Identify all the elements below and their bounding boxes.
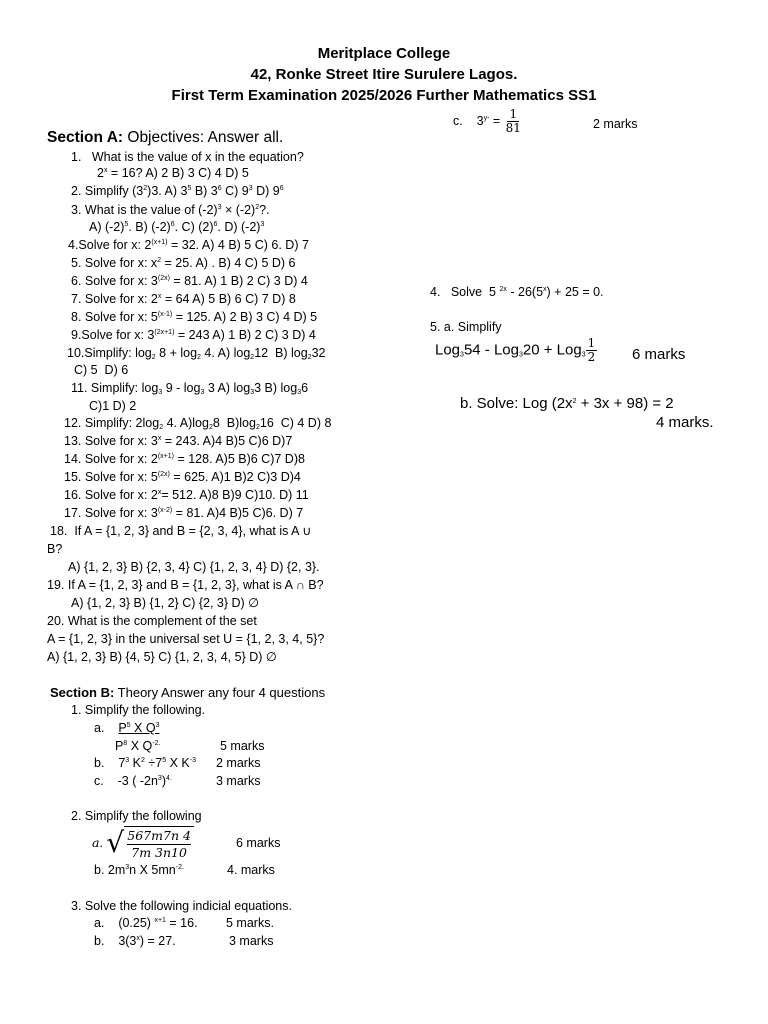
section-b-label: Section B:: [50, 685, 115, 700]
square-root-icon: √ 567m7n 4 7m 3n10: [106, 826, 194, 862]
objective-q15: 15. Solve for x: $5^{(2x)} = 625$. A)1 B)2 C)3 D)4: [64, 470, 301, 484]
theory-q1a-denominator: $P^8$ X $Q^{-2.}$: [115, 739, 161, 753]
objective-q5: 5. Solve for x: $x^2 = 25$. A) . B) 4 C) 5 D) 6: [71, 256, 296, 270]
objective-q20: 20. What is the complement of the set: [47, 614, 257, 628]
objective-q8: 8. Solve for x: $5^{(x-1)} = 125$. A) 2 B) 3 C) 4 D) 5: [71, 310, 318, 324]
objective-q1: 1. What is the value of x in the equation?: [71, 150, 304, 164]
theory-q5b: b. Solve: Log $(2x^2 + 3x + 98) = 2$: [460, 395, 674, 412]
objective-q12: 12. Simplify: $2\log_2$ 4. $A)\log_28$ $B)\log_216$ C) 4 D) 8: [64, 416, 332, 431]
theory-q1a: a. $P^5$ X $Q^3$: [94, 721, 160, 735]
theory-q3b-marks: 3 marks: [229, 934, 274, 948]
section-a-heading: [47, 128, 283, 147]
objective-q1-options: $2^x = 16$? A) 2 B) 3 C) 4 D) 5: [97, 166, 249, 180]
school-address: 42, Ronke Street Itire Surulere Lagos.: [250, 66, 518, 83]
objective-q18-cont: B?: [47, 542, 63, 556]
theory-q2a-marks: 6 marks: [236, 836, 281, 850]
section-a-label: Section A:: [47, 129, 124, 146]
theory-q3c-prefix: c.: [453, 113, 463, 128]
objective-q14: 14. Solve for x: $2^{(x+1)} = 128$. A)5 B)6 C)7 D)8: [64, 452, 305, 466]
theory-q2: 2. Simplify the following: [71, 809, 202, 823]
objective-q4: 4.Solve for x: $2^{(x+1)} = 32$. A) 4 B) 5 C) 6. D) 7: [68, 238, 309, 252]
objective-q7: 7. Solve for x: $2^x = 64$ A) 5 B) 6 C) 7 D) 8: [71, 292, 296, 306]
objective-q2: 2. Simplify $(3^2)3$. A) $3^5$ B) $3^6$ C) $9^3$ D) $9^6$: [71, 184, 284, 198]
objective-q17: 17. Solve for x: $3^{(x-2)} = 81$. A)4 B)5 C)6. D) 7: [64, 506, 304, 520]
school-name: Meritplace College: [317, 45, 451, 62]
theory-q2b-marks: 4. marks: [227, 863, 275, 877]
objective-q13: 13. Solve for x: $3^x = 243$. A)4 B)5 C)6 D)7: [64, 434, 293, 448]
theory-q3b: b. $3(3^x) = 27$.: [94, 934, 176, 948]
theory-q1c: c. -3 ( $-2n^3)^{4.}$: [94, 774, 172, 788]
objective-q20-cont: A = {1, 2, 3} in the universal set U = {1, 2, 3, 4, 5}?: [47, 632, 325, 646]
objective-q9: 9.Solve for x: $3^{(2x+1)} = 243$ A) 1 B) 2 C) 3 D) 4: [71, 328, 316, 342]
objective-q19: 19. If A = {1, 2, 3} and B = {1, 2, 3}, what is A ∩ B?: [47, 578, 324, 592]
theory-q5a-label: 5. a. Simplify: [430, 320, 502, 334]
objective-q18-options: A) {1, 2, 3} B) {2, 3, 4} C) {1, 2, 3, 4} D) {2, 3}.: [68, 560, 320, 574]
theory-q5a-expression: Log$_3$54 - Log$_3$20 + Log$_3$ $\frac{1}{2}$: [435, 336, 596, 365]
theory-q1b: b. $7^3$ $K^2 \div 7^5$ X $K^{-3}$: [94, 756, 196, 770]
objective-q11: 11. Simplify: $\log_3 9 - \log_3 3$ A) $\log_33$ B) $\log_36$: [71, 381, 309, 396]
theory-q2a: a. √ 567m7n 4 7m 3n10: [92, 826, 194, 862]
fraction-1-2: $\frac{1}{2}$: [587, 336, 596, 365]
theory-q5b-marks: 4 marks.: [656, 414, 714, 431]
objective-q18: 18. If A = {1, 2, 3} and B = {2, 3, 4}, what is A ∪: [50, 524, 312, 538]
theory-q5a-marks: 6 marks: [632, 346, 686, 363]
theory-q1b-marks: 2 marks: [216, 756, 261, 770]
objective-q16: 16. Solve for x: $2^x= 512$. A)8 B)9 C)10. D) 11: [64, 488, 309, 502]
theory-q3c: c. $3^{y-}$ = $\frac{1}{81}$: [453, 107, 521, 136]
theory-q3a: a. (0.25) $^{x+1}$ = 16.: [94, 916, 198, 930]
theory-q1: 1. Simplify the following.: [71, 703, 206, 717]
objective-q19-options: A) {1, 2, 3} B) {1, 2} C) {2, 3} D) ∅: [71, 596, 260, 610]
objective-q6: 6. Solve for x: $3^{(2x)} = 81$. A) 1 B) 2 C) 3 D) 4: [71, 274, 308, 288]
theory-q1a-marks: 5 marks: [220, 739, 265, 753]
objective-q11-options: C)1 D) 2: [89, 399, 137, 413]
theory-q2b: b. $2m^3n$ X $5mn^{-2.}$: [94, 863, 184, 877]
section-a-instruction: Objectives: Answer all.: [123, 129, 284, 146]
theory-q3c-marks: 2 marks: [593, 117, 638, 131]
objective-q3: 3. What is the value of $(-2)^3 \times (-2)^2$?.: [71, 203, 270, 217]
theory-q3a-marks: 5 marks.: [226, 916, 274, 930]
section-b-heading: [50, 685, 325, 701]
fraction-1-81: $\frac{1}{81}$: [505, 107, 521, 136]
exam-title: First Term Examination 2025/2026 Further Mathematics SS1: [171, 87, 597, 104]
theory-q1c-marks: 3 marks: [216, 774, 261, 788]
section-b-instruction: Theory Answer any four 4 questions: [114, 685, 326, 700]
objective-q20-options: A) {1, 2, 3} B) {4, 5} C) {1, 2, 3, 4, 5} D) ∅: [47, 650, 277, 664]
objective-q3-options: A) $(-2)^5$. B) $(-2)^6$. C) $(2)^6$. D) $(-2)^3$: [89, 220, 265, 234]
objective-q10-options: C) 5 D) 6: [74, 363, 129, 377]
objective-q10: 10.Simplify: $\log_2 8 + \log_2 4$. A) $\log_212$ B) $\log_232$: [67, 346, 326, 361]
theory-q4: 4. Solve 5 $^{2x} - 26(5^x) + 25 = 0$.: [430, 285, 604, 299]
theory-q3: 3. Solve the following indicial equations.: [71, 899, 292, 913]
